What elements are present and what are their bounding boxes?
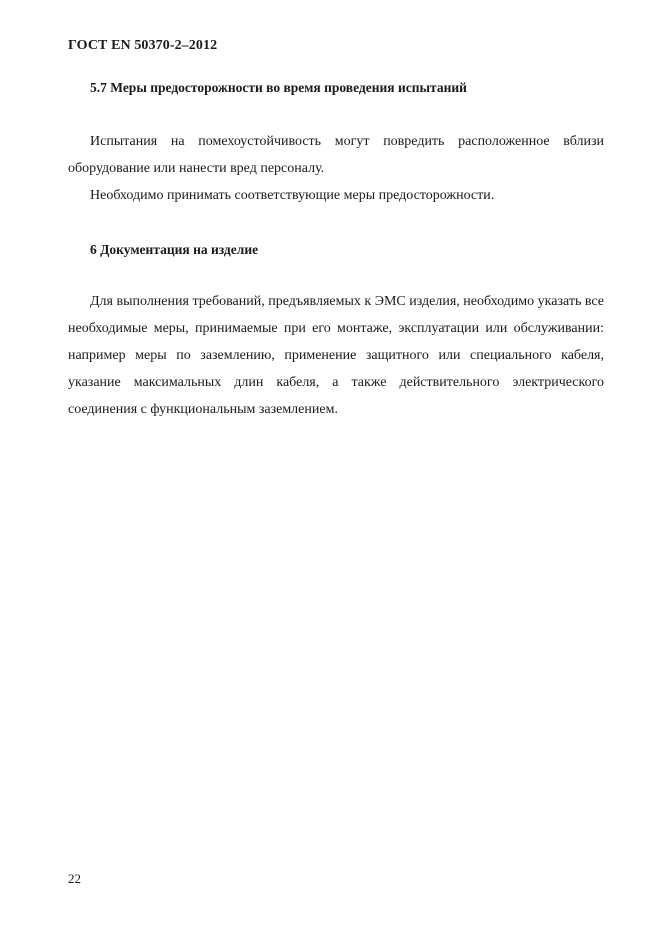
section-heading-6: 6 Документация на изделие — [90, 242, 259, 257]
paragraph: Для выполнения требований, предъявляемых к ЭМС изделия, необходимо указать все необходимые меры, принимаемые при его монтаже, эксплуатации или обслуживании: например меры по заземлению, применение защитного или специального кабеля, указание максимальных длин кабеля, а также действительного электрического соединения с функциональным заземлением. — [68, 294, 604, 417]
paragraph: Испытания на помехоустойчивость могут повредить расположенное вблизи оборудование или нанести вред персоналу. — [68, 134, 604, 176]
section-heading-5-7: 5.7 Меры предосторожности во время проведения испытаний — [90, 80, 467, 95]
document-header: ГОСТ EN 50370-2–2012 — [68, 38, 218, 53]
page-number: 22 — [68, 871, 81, 886]
paragraph: Необходимо принимать соответствующие меры предосторожности. — [90, 188, 495, 203]
